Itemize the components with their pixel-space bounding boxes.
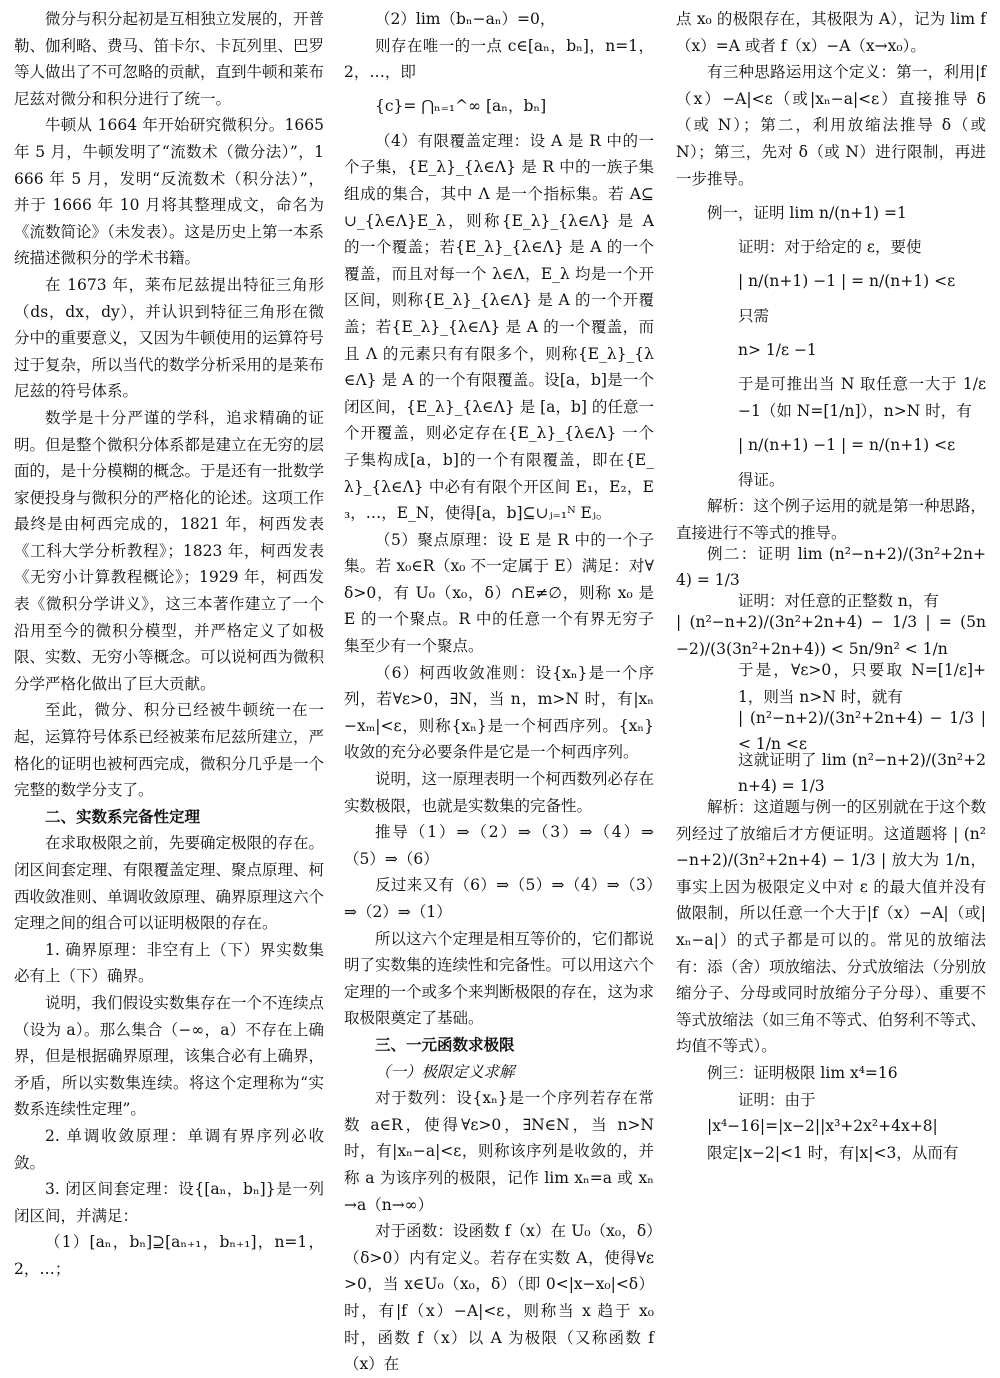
paragraph: 例二：证明 lim (n²−n+2)/(3n²+2n+4) = 1/3 — [676, 544, 986, 590]
paragraph: 说明，我们假设实数集存在一个不连续点（设为 a）。那么集合（−∞，a）不存在上确界，但是根据确界原理，该集合必有上确界，矛盾，所以实数集连续。将这个定理称为“实数系连续性定理”。 — [14, 993, 325, 1119]
paragraph: （4）有限覆盖定理：设 A 是 R 中的一个子集，{E_λ}_{λ∈Λ} 是 R 中的一族子集组成的集合，其中 Λ 是一个指标集。若 A⊆∪_{λ∈Λ}E_λ，则称{E_λ}_{λ∈Λ} 是 A 的一个覆盖；若{E_λ}_{λ∈Λ} 是 A 的一个覆盖，而且对每一个 λ∈Λ，E_λ 均是一个开区间，则称{E_λ}_{λ∈Λ} 是 A 的一个开覆盖；若{E_λ}_{λ∈Λ} 是 A 的一个覆盖，而且 Λ 的元素只有有限多个，则称{E_λ}_{λ∈Λ} 是 A 的一个有限覆盖。设[a，b]是一个闭区间，{E_λ}_{λ∈Λ} 是 [a，b] 的任意一个开覆盖，则必定存在{E_λ}_{λ∈Λ} 一个子集构成[a，b]的一个有限覆盖，即在{E_λ}_{λ∈Λ} 中必有有限个开区间 E₁，E₂，E₃，…，E_N，使得[a，b]⊆∪ⱼ₌₁ᴺ Eⱼ。 — [344, 131, 654, 523]
paragraph: {c}= ⋂ₙ₌₁^∞ [aₙ，bₙ] — [375, 97, 547, 116]
paragraph: 对于数列：设{xₙ}是一个序列若存在常数 a∈R，使得∀ε>0，∃N∈N，当 n>N 时，有|xₙ−a|<ε，则称该序列是收敛的，并称 a 为该序列的极限，记作 lim xₙ=a 或 xₙ→a（n→∞） — [344, 1089, 654, 1214]
paragraph: 3. 闭区间套定理：设{[aₙ，bₙ]}是一列闭区间，并满足： — [14, 1180, 324, 1225]
paragraph: （一）极限定义求解 — [375, 1062, 515, 1081]
paragraph: 微分与积分起初是互相独立发展的，开普勒、伽利略、费马、笛卡尔、卡瓦列里、巴罗等人做出了不可忽略的贡献，直到牛顿和莱布尼兹对微分和积分进行了统一。 — [14, 10, 325, 108]
paragraph: 所以这六个定理是相互等价的，它们都说明了实数集的连续性和完备性。可以用这六个定理的一个或多个来判断极限的存在，这为求取极限奠定了基础。 — [344, 929, 655, 1028]
paragraph: 于是，∀ε>0，只要取 N=[1/ε]+1，则当 n>N 时，就有 — [738, 660, 986, 706]
paragraph: 解析：这道题与例一的区别就在于这个数列经过了放缩后才方便证明。这道题将 | (n²−n+2)/(3n²+2n+4) − 1/3 | 放大为 1/n，事实上因为极限定义中对 ε 的最大值并没有做限制，所以任意一个大于|f（x）−A|（或|xₙ−a|）的式子都是可以的。常见的放缩法有：添（舍）项放缩法、分式放缩法（分别放缩分子、分母或同时放缩分子分母）、重要不等式放缩法（如三角不等式、伯努利不等式、均值不等式）。 — [676, 798, 987, 1056]
paragraph: 解析：这个例子运用的就是第一种思路，直接进行不等式的推导。 — [676, 497, 987, 542]
paragraph: 牛顿从 1664 年开始研究微积分。1665 年 5 月，牛顿发明了“流数术（微分法）”，1666 年 5 月，发明“反流数术（积分法）”，并于 1666 年 10 月将其整理成文，命名为《流数简论》（未发表）。这是历史上第一本系统描述微积分的学术书籍。 — [14, 116, 325, 268]
paragraph: 得证。 — [738, 470, 785, 489]
paragraph: 1. 确界原理：非空有上（下）界实数集必有上（下）确界。 — [14, 940, 324, 986]
paragraph: 在求取极限之前，先要确定极限的存在。闭区间套定理、有限覆盖定理、聚点原理、柯西收敛准则、单调收敛原理、确界原理这六个定理之间的组合可以证明极限的存在。 — [14, 834, 325, 933]
column-1 — [14, 6, 324, 1283]
paragraph: | (n²−n+2)/(3n²+2n+4) − 1/3 | < 1/n <ε — [738, 708, 986, 754]
section-heading: 二、实数系完备性定理 — [45, 807, 201, 826]
paragraph: （6）柯西收敛准则：设{xₙ}是一个序列，若∀ε>0，∃N，当 n，m>N 时，有|xₙ−xₘ|<ε，则称{xₙ}是一个柯西序列。{xₙ}收敛的充分必要条件是它是一个柯西序列。 — [344, 663, 654, 762]
paragraph: 至此，微分、积分已经被牛顿统一在一起，运算符号体系已经被莱布尼兹所建立，严格化的证明也被柯西完成，微积分几乎是一个完整的数学分支了。 — [14, 701, 325, 800]
column-2 — [344, 6, 654, 1378]
paragraph: 例一，证明 lim n/(n+1) =1 — [707, 203, 907, 222]
paragraph: |x⁴−16|=|x−2||x³+2x²+4x+8| — [707, 1117, 938, 1136]
paragraph: 这就证明了 lim (n²−n+2)/(3n²+2n+4) = 1/3 — [738, 750, 986, 796]
paragraph: 有三种思路运用这个定义：第一，利用|f（x）−A|<ε（或|xₙ−a|<ε）直接推导 δ（或 N）；第二，利用放缩法推导 δ（或 N）；第三，先对 δ（或 N）进行限制，再进一步推导。 — [676, 63, 986, 188]
paragraph: 限定|x−2|<1 时，有|x|<3，从而有 — [707, 1143, 959, 1162]
paragraph: 证明：由于 — [738, 1090, 816, 1109]
paragraph: | (n²−n+2)/(3n²+2n+4) − 1/3 | = (5n−2)/(3(3n²+2n+4)) < 5n/9n² < 1/n — [676, 613, 986, 658]
paragraph: 2. 单调收敛原理：单调有界序列必收敛。 — [14, 1126, 324, 1172]
paragraph: 反过来又有（6）⇒（5）⇒（4）⇒（3）⇒（2）⇒（1） — [344, 876, 654, 921]
paragraph: 于是可推出当 N 取任意一大于 1/ε −1（如 N=[1/n]），n>N 时，有 — [738, 375, 986, 420]
column-3 — [676, 6, 986, 1166]
paragraph: 只需 — [738, 306, 770, 325]
paragraph: | n/(n+1) −1 | = n/(n+1) <ε — [738, 272, 956, 291]
section-heading: 三、一元函数求极限 — [375, 1035, 515, 1054]
paragraph: 例三：证明极限 lim x⁴=16 — [707, 1064, 898, 1083]
paragraph: （5）聚点原理：设 E 是 R 中的一个子集。若 x₀∈R（x₀ 不一定属于 E）满足：对∀δ>0，有 U₀（x₀，δ）∩E≠∅，则称 x₀ 是 E 的一个聚点。R 中的任意一个有界无穷子集至少有一个聚点。 — [344, 530, 654, 656]
paragraph: 在 1673 年，莱布尼兹提出特征三角形（ds，dx，dy），并认识到特征三角形在微分中的重要意义，又因为牛顿使用的运算符号过于复杂，所以当代的数学分析采用的是莱布尼兹的符号体系。 — [14, 275, 325, 401]
paragraph: n> 1/ε −1 — [738, 341, 817, 360]
paragraph: 点 x₀ 的极限存在，其极限为 A），记为 lim f（x）=A 或者 f（x）−A（x→x₀）。 — [676, 10, 986, 55]
paragraph: （1）[aₙ，bₙ]⊇[aₙ₊₁，bₙ₊₁]，n=1，2，…； — [14, 1233, 324, 1278]
paragraph: 则存在唯一的一点 c∈[aₙ，bₙ]，n=1，2，…，即 — [344, 36, 654, 82]
paragraph: 推导（1）⇒（2）⇒（3）⇒（4）⇒（5）⇒（6） — [344, 823, 654, 868]
paragraph: 数学是十分严谨的学科，追求精确的证明。但是整个微积分体系都是建立在无穷的层面的，是十分模糊的概念。于是还有一批数学家便投身与微积分的严格化的论述。这项工作最终是由柯西完成的，1821 年，柯西发表《工科大学分析教程》；1823 年，柯西发表《无穷小计算教程概论》；1929 年，柯西发表《微积分学讲义》，这三本著作建立了一个沿用至今的微积分模型，并严格定义了如极限、实数、无穷小等概念。可以说柯西为微积分学严格化做出了巨大贡献。 — [14, 408, 325, 693]
paragraph: （2）lim（bₙ−aₙ）=0， — [375, 10, 556, 28]
paragraph: 证明：对任意的正整数 n，有 — [738, 592, 939, 611]
paragraph: 说明，这一原理表明一个柯西数列必存在实数极限，也就是实数集的完备性。 — [344, 770, 655, 815]
paragraph: 对于函数：设函数 f（x）在 U₀（x₀，δ）（δ>0）内有定义。若存在实数 A，使得∀ε>0，当 x∈U₀（x₀，δ）（即 0<|x−x₀|<δ）时，有|f（x）−A|<ε，则称当 x 趋于 x₀ 时，函数 f（x）以 A 为极限（又称函数 f（x）在 — [344, 1222, 654, 1374]
paragraph: | n/(n+1) −1 | = n/(n+1) <ε — [738, 436, 956, 455]
paragraph: 证明：对于给定的 ε，要使 — [738, 238, 922, 257]
